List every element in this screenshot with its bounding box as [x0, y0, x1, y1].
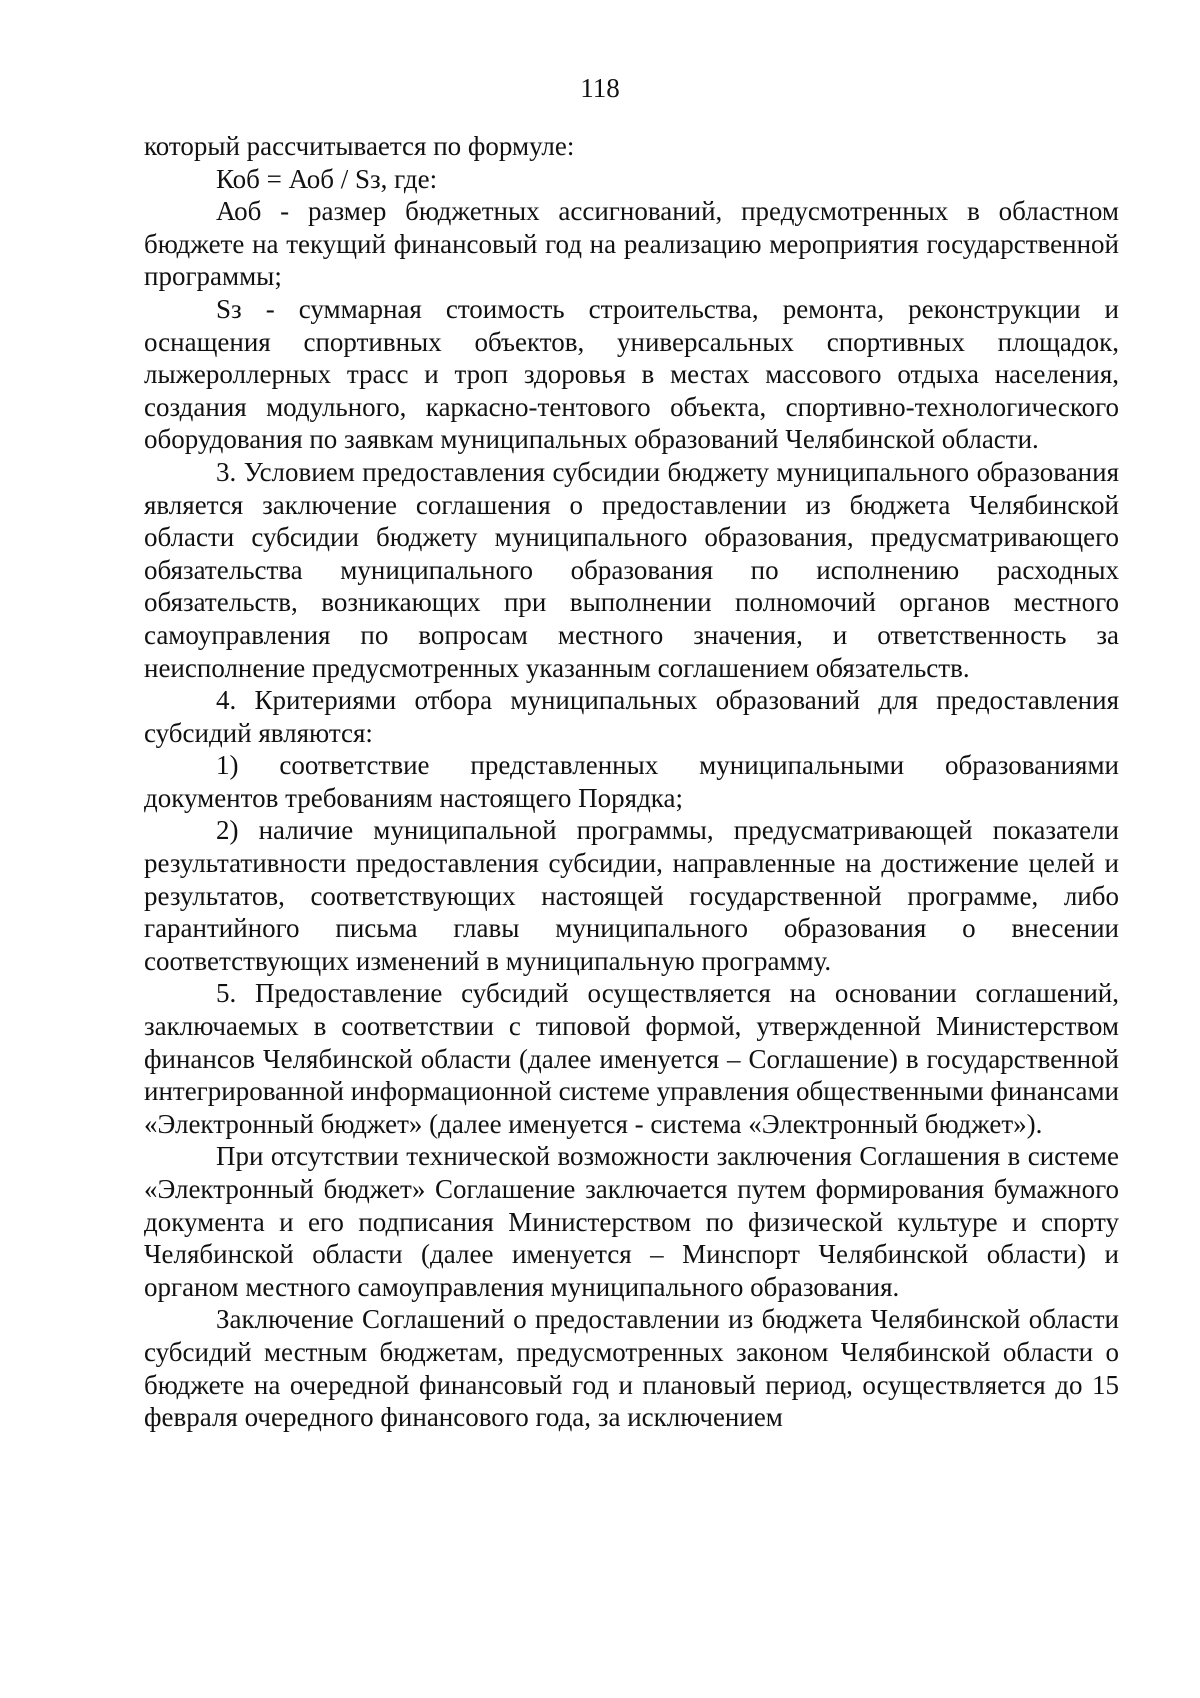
paragraph-no-technical-possibility: При отсутствии технической возможности заключения Соглашения в системе «Электронный бюджет» Соглашение заключается путем формирования бумажного документа и его подписания Министерством по физической культуре и спорту Челябинской области (далее именуется – Минспорт Челябинской области) и органом местного самоуправления муниципального образования.: [144, 1141, 1119, 1302]
paragraph-aob-definition: Аоб - размер бюджетных ассигнований, предусмотренных в областном бюджете на текущий финансовый год на реализацию мероприятия государственной программы;: [144, 196, 1119, 292]
paragraph-criterion-2: 2) наличие муниципальной программы, предусматривающей показатели результативности предоставления субсидии, направленные на достижение целей и результатов, соответствующих настоящей государственной программе, либо гарантийного письма главы муниципального образования о внесении соответствующих изменений в муниципальную программу.: [144, 815, 1119, 976]
paragraph-criterion-1: 1) соответствие представленных муниципальными образованиями документов требованиям настоящего Порядка;: [144, 750, 1119, 813]
paragraph-sz-definition: Sз - суммарная стоимость строительства, ремонта, реконструкции и оснащения спортивных объектов, универсальных спортивных площадок, лыжероллерных трасс и троп здоровья в местах массового отдыха населения, создания модульного, каркасно-тентового объекта, спортивно-технологического оборудования по заявкам муниципальных образований Челябинской области.: [144, 293, 1119, 455]
paragraph-item-3: 3. Условием предоставления субсидии бюджету муниципального образования является заключение соглашения о предоставлении из бюджета Челябинской области субсидии бюджету муниципального образования, предусматривающего обязательства муниципального образования по исполнению расходных обязательств, возникающих при выполнении полномочий органов местного самоуправления по вопросам местного значения, и ответственность за неисполнение предусмотренных указанным соглашением обязательств.: [144, 456, 1119, 683]
paragraph-item-4: 4. Критериями отбора муниципальных образований для предоставления субсидий являются:: [144, 685, 1119, 748]
paragraph-formula-intro: который рассчитывается по формуле:: [144, 131, 575, 161]
paragraph-formula: Коб = Аоб / Sз, где:: [216, 163, 438, 194]
paragraph-item-5: 5. Предоставление субсидий осуществляется на основании соглашений, заключаемых в соответствии с типовой формой, утвержденной Министерством финансов Челябинской области (далее именуется – Соглашение) в государственной интегрированной информационной системе управления общественными финансами «Электронный бюджет» (далее именуется - система «Электронный бюджет»).: [144, 978, 1119, 1139]
document-body: [144, 130, 1119, 1434]
paragraph-agreement-deadline: Заключение Соглашений о предоставлении из бюджета Челябинской области субсидий местным бюджетам, предусмотренных законом Челябинской области о бюджете на очередной финансовый год и плановый период, осуществляется до 15 февраля очередного финансового года, за исключением: [144, 1304, 1119, 1433]
page-number: 118: [580, 73, 620, 103]
